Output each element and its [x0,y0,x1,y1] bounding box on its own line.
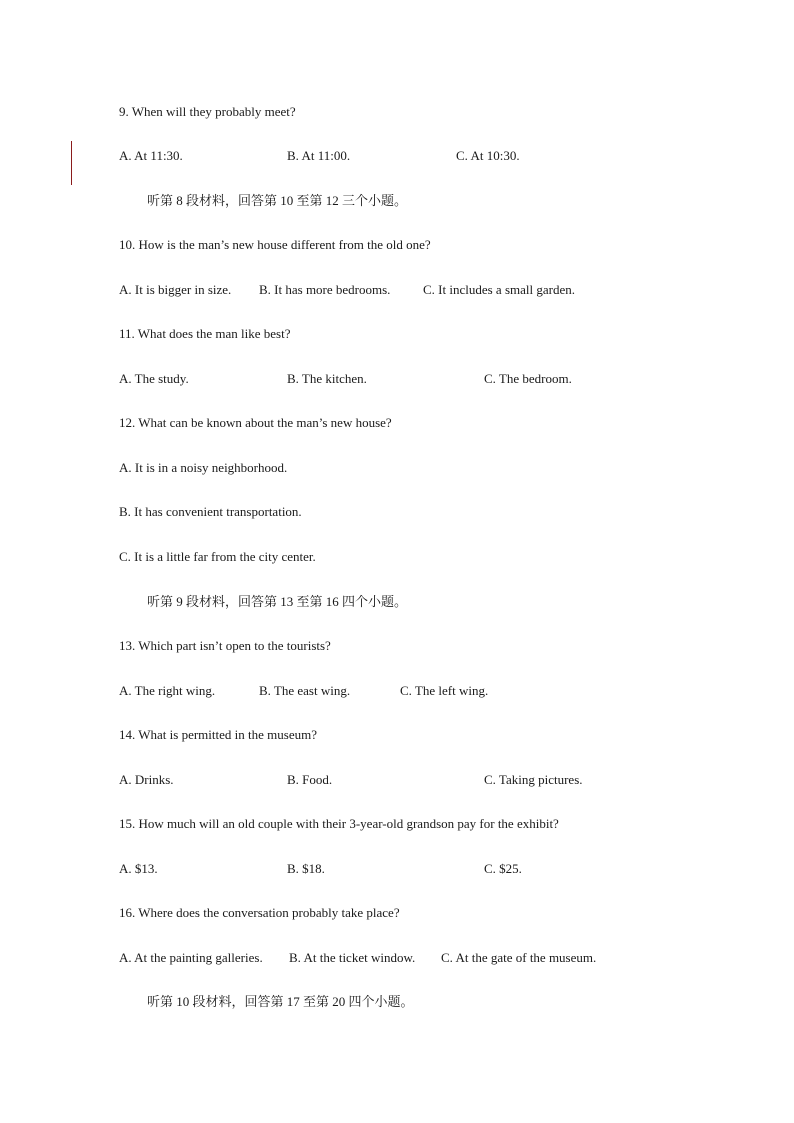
q15-option-b: B. $18. [287,861,325,876]
q13-option-a: A. The right wing. [119,683,216,698]
q14-option-b: B. Food. [287,772,333,787]
q9-option-a: A. At 11:30. [119,148,183,163]
q10-option-b: B. It has more bedrooms. [259,282,391,297]
q12-option-c: C. It is a little far from the city center. [119,549,316,564]
question-11: 11. What does the man like best? [119,326,291,341]
question-16: 16. Where does the conversation probably take place? [119,905,400,920]
q9-option-b: B. At 11:00. [287,148,351,163]
q13-option-c: C. The left wing. [400,683,489,698]
q10-option-a: A. It is bigger in size. [119,282,232,297]
q15-option-c: C. $25. [484,861,522,876]
question-9: 9. When will they probably meet? [119,104,296,119]
q11-option-b: B. The kitchen. [287,371,367,386]
q13-option-b: B. The east wing. [259,683,351,698]
q11-option-a: A. The study. [119,371,189,386]
q9-option-c: C. At 10:30. [456,148,520,163]
question-14: 14. What is permitted in the museum? [119,727,317,742]
q15-option-a: A. $13. [119,861,158,876]
q11-option-c: C. The bedroom. [484,371,572,386]
q16-option-a: A. At the painting galleries. [119,950,263,965]
q16-option-c: C. At the gate of the museum. [441,950,597,965]
question-12: 12. What can be known about the man’s new house? [119,415,392,430]
q12-option-b: B. It has convenient transportation. [119,504,302,519]
section-10-instruction: 听第 10 段材料，回答第 17 至第 20 四个小题。 [147,994,414,1009]
question-13: 13. Which part isn’t open to the tourists? [119,638,331,653]
section-8-instruction: 听第 8 段材料，回答第 10 至第 12 三个小题。 [147,193,408,208]
section-9-instruction: 听第 9 段材料，回答第 13 至第 16 四个小题。 [147,594,408,609]
q16-option-b: B. At the ticket window. [289,950,416,965]
q14-option-a: A. Drinks. [119,772,174,787]
margin-revision-mark [71,141,72,185]
q12-option-a: A. It is in a noisy neighborhood. [119,460,288,475]
q10-option-c: C. It includes a small garden. [423,282,575,297]
question-10: 10. How is the man’s new house different from the old one? [119,237,431,252]
question-15: 15. How much will an old couple with their 3-year-old grandson pay for the exhibit? [119,816,559,831]
q14-option-c: C. Taking pictures. [484,772,583,787]
